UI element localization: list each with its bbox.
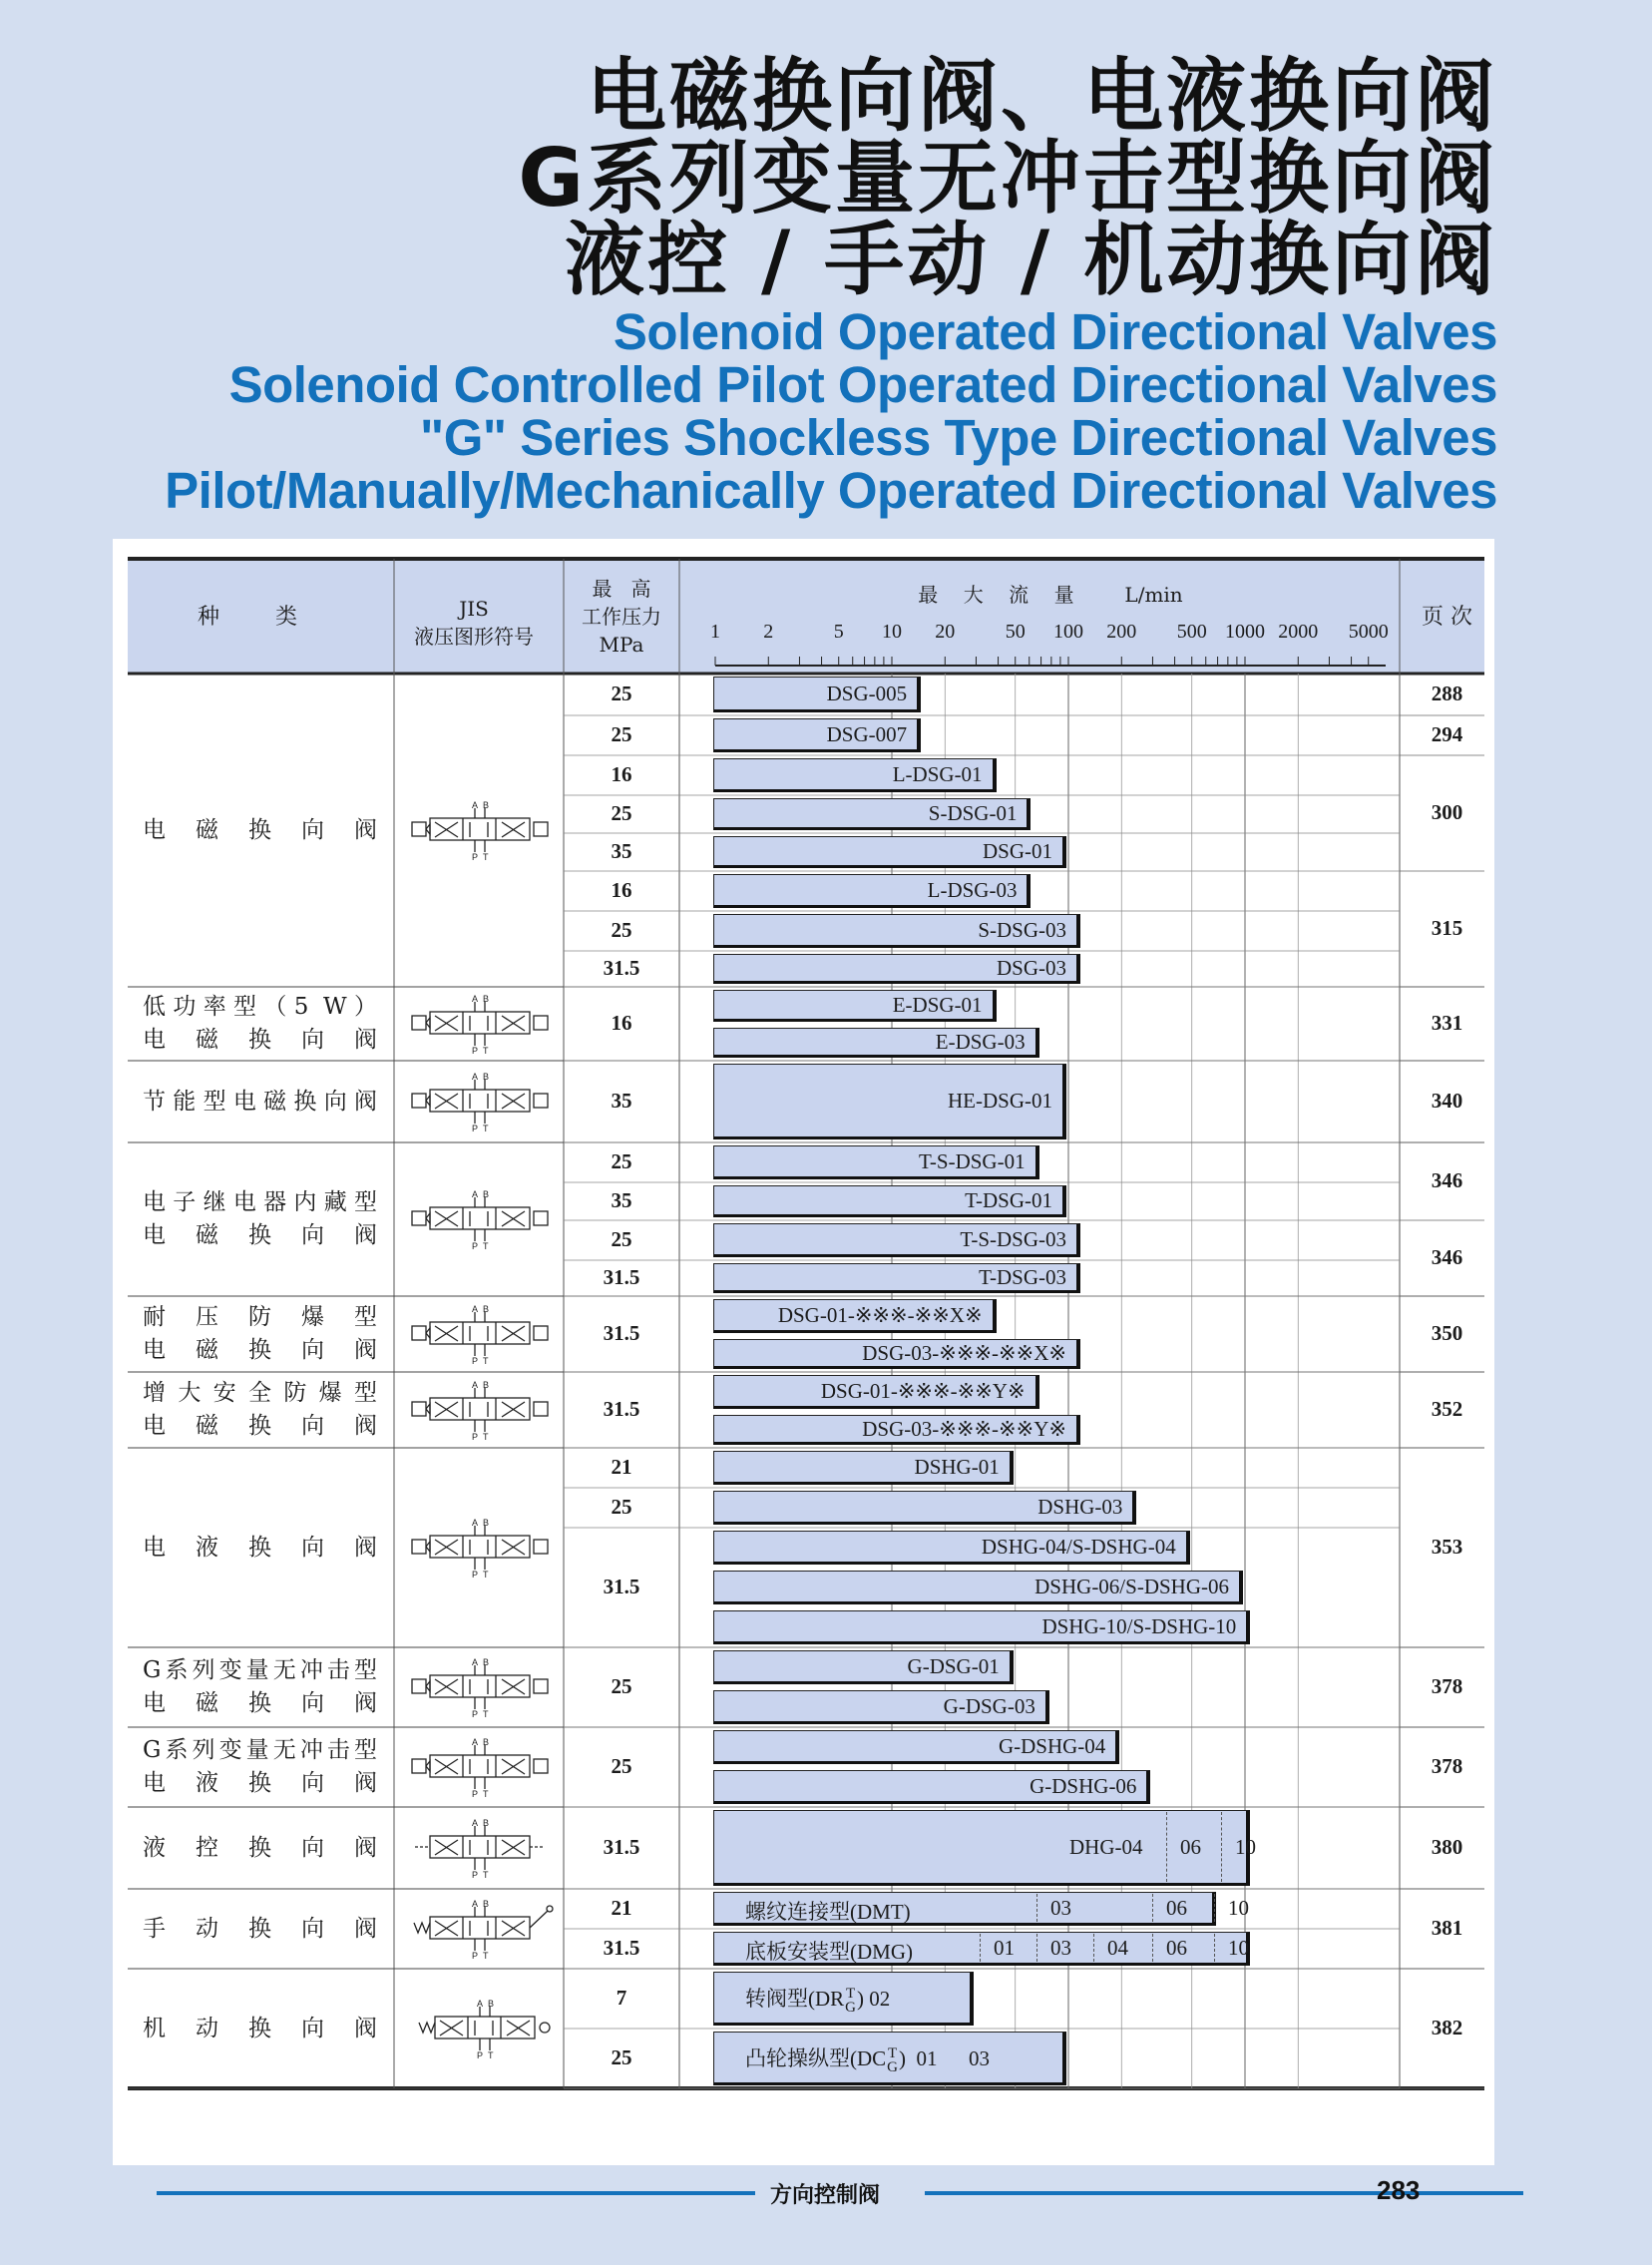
valve-symbol-icon: [395, 1189, 565, 1253]
svg-text:B: B: [483, 1818, 490, 1828]
flow-bar-label: T-DSG-03: [979, 1265, 1066, 1289]
svg-text:T: T: [483, 1951, 489, 1959]
pressure-value: 35: [611, 1188, 632, 1212]
svg-text:B: B: [483, 1304, 490, 1314]
scale-label: 1: [710, 621, 720, 643]
flow-table: [113, 539, 1494, 2165]
category-label: 节能型电磁换向阀: [143, 1088, 377, 1115]
flow-bar: [713, 1810, 1250, 1886]
size-code: 10: [1228, 1936, 1249, 1960]
pressure-value: 31.5: [603, 1575, 640, 1598]
scale-label: 10: [882, 621, 902, 643]
scale-label: 100: [1053, 621, 1083, 643]
svg-text:P: P: [472, 1570, 479, 1578]
category-label: 液 控 换 向 阀: [143, 1834, 377, 1861]
scale-label: 2: [763, 621, 774, 643]
title-en-2: Solenoid Controlled Pilot Operated Directional Valves: [228, 356, 1497, 413]
flow-bar-label: E-DSG-03: [935, 1030, 1026, 1054]
category-label: G系列变量无冲击型: [143, 1657, 377, 1683]
category-label: 电 磁 换 向 阀: [143, 1690, 377, 1716]
valve-symbol-icon: [395, 1899, 565, 1963]
svg-text:T: T: [483, 1124, 489, 1132]
page-ref: 331: [1431, 1011, 1463, 1035]
pressure-value: 25: [611, 2045, 632, 2069]
page-ref: 294: [1431, 722, 1463, 746]
svg-text:T: T: [483, 1709, 489, 1717]
size-divider: [1093, 1934, 1094, 1962]
flow-bar-label: 转阀型(DR T G ) 02: [745, 1986, 891, 2017]
svg-text:P: P: [472, 1241, 479, 1249]
svg-text:A: A: [472, 994, 479, 1004]
svg-text:A: A: [472, 1189, 479, 1199]
category-label: 电 磁 换 向 阀: [143, 1337, 377, 1363]
svg-text:A: A: [477, 1999, 484, 2009]
pressure-value: 35: [611, 839, 632, 863]
svg-text:A: A: [472, 1899, 479, 1909]
pressure-value: 21: [611, 1896, 632, 1920]
pressure-value: 16: [611, 878, 632, 902]
flow-bar-label: S-DSG-01: [928, 801, 1018, 825]
flow-bar-label: DSG-03: [996, 956, 1066, 980]
header-flow: 最 大 流 量 L/min: [918, 583, 1183, 607]
category-label: 低功率型（5 W）: [143, 994, 377, 1020]
flow-bar-label: G-DSHG-06: [1030, 1774, 1137, 1798]
flow-bar-label: DSG-01-※※※-※※Y※: [820, 1379, 1026, 1403]
flow-bar-label: 凸轮操纵型(DC T G ) 01 03: [745, 2045, 991, 2076]
valve-symbol-icon: [395, 1380, 565, 1444]
title-en-1: Solenoid Operated Directional Valves: [613, 303, 1497, 360]
title-cn-2: G系列变量无冲击型换向阀: [518, 132, 1497, 225]
flow-bar-label: DSG-03-※※※-※※X※: [862, 1341, 1066, 1365]
flow-bar-label: DSHG-06/S-DSHG-06: [1034, 1575, 1229, 1598]
page-titles: [165, 50, 1497, 519]
svg-text:P: P: [472, 1870, 479, 1878]
pressure-value: 25: [611, 1227, 632, 1251]
page-number: 283: [1377, 2175, 1421, 2205]
valve-symbol-icon: [395, 1072, 565, 1135]
svg-text:B: B: [483, 1072, 490, 1082]
page-ref: 381: [1431, 1916, 1463, 1940]
flow-bar-label: 螺纹连接型(DMT): [745, 1900, 911, 1924]
size-divider: [1152, 1894, 1153, 1922]
category-label: 电 磁 换 向 阀: [143, 1222, 377, 1248]
svg-text:P: P: [472, 1709, 479, 1717]
flow-bar-label: DSHG-03: [1037, 1495, 1123, 1519]
size-code: 06: [1166, 1936, 1187, 1960]
size-code: 06: [1166, 1896, 1187, 1920]
valve-symbol-icon: [395, 1657, 565, 1721]
valve-symbol-icon: [395, 1999, 565, 2062]
pressure-value: 31.5: [603, 1265, 640, 1289]
page-ref: 340: [1431, 1089, 1463, 1113]
svg-text:P: P: [472, 1046, 479, 1054]
svg-text:T: T: [483, 1356, 489, 1364]
footer-section-title: 方向控制阀: [770, 2183, 881, 2208]
pressure-value: 25: [611, 918, 632, 942]
category-label: 电 磁 换 向 阀: [143, 1027, 377, 1053]
size-divider: [1214, 1934, 1215, 1962]
svg-text:T: T: [483, 1570, 489, 1578]
svg-text:A: A: [472, 1818, 479, 1828]
svg-text:A: A: [472, 1380, 479, 1390]
size-code: 03: [1050, 1896, 1071, 1920]
svg-text:B: B: [488, 1999, 495, 2009]
page-ref: 346: [1431, 1168, 1463, 1192]
flow-bar-label: DSG-01: [982, 839, 1052, 863]
flow-bar-label: T-S-DSG-03: [960, 1227, 1066, 1251]
pressure-value: 25: [611, 722, 632, 746]
svg-text:A: A: [472, 1737, 479, 1747]
header-page: 页 次: [1422, 605, 1472, 630]
title-cn-3: 液控 / 手动 / 机动换向阀: [565, 214, 1497, 306]
scale-label: 200: [1106, 621, 1137, 643]
flow-bar-label: G-DSG-03: [943, 1694, 1035, 1718]
flow-bar-label: T-DSG-01: [965, 1188, 1052, 1212]
pressure-value: 25: [611, 681, 632, 705]
svg-text:B: B: [483, 1380, 490, 1390]
svg-text:T: T: [483, 1870, 489, 1878]
valve-symbol-icon: [395, 1518, 565, 1582]
pressure-value: 25: [611, 1495, 632, 1519]
size-divider: [1166, 1812, 1167, 1882]
scale-label: 5000: [1348, 621, 1389, 643]
flow-bar-label: DHG-04: [1069, 1835, 1143, 1859]
footer: [157, 2178, 1523, 2208]
svg-text:P: P: [477, 2050, 484, 2058]
svg-text:B: B: [483, 800, 490, 810]
page-ref: 346: [1431, 1245, 1463, 1269]
size-divider: [1214, 1894, 1215, 1922]
size-code: 03: [1050, 1936, 1071, 1960]
pressure-value: 21: [611, 1455, 632, 1479]
flow-bar-label: DSG-01-※※※-※※X※: [777, 1303, 983, 1327]
valve-symbol-icon: [395, 800, 565, 864]
flow-bar-label: DSG-03-※※※-※※Y※: [862, 1417, 1066, 1441]
header-kind: 种 类: [198, 605, 297, 630]
svg-text:T: T: [483, 1789, 489, 1797]
flow-bar-label: DSG-007: [826, 722, 908, 746]
title-en-4: Pilot/Manually/Mechanically Operated Directional Valves: [165, 462, 1497, 519]
size-code: 10: [1228, 1896, 1249, 1920]
page-ref: 378: [1431, 1754, 1463, 1778]
category-label: 电 液 换 向 阀: [143, 1770, 377, 1796]
page-ref: 315: [1431, 916, 1463, 940]
svg-text:B: B: [483, 1657, 490, 1667]
flow-bar-label: DSHG-10/S-DSHG-10: [1041, 1614, 1237, 1638]
size-divider: [1036, 1934, 1037, 1962]
svg-text:T: T: [483, 1432, 489, 1440]
footer-line-left: [157, 2191, 755, 2195]
svg-text:A: A: [472, 1072, 479, 1082]
svg-text:T: T: [483, 1241, 489, 1249]
size-code: 04: [1107, 1936, 1128, 1960]
svg-text:B: B: [483, 1189, 490, 1199]
pressure-value: 31.5: [603, 1397, 640, 1421]
category-label: G系列变量无冲击型: [143, 1737, 377, 1763]
pressure-value: 7: [616, 1986, 627, 2010]
category-label: 电子继电器内藏型: [143, 1189, 377, 1215]
footer-line-right: [925, 2191, 1523, 2195]
size-code: 10: [1235, 1835, 1256, 1859]
title-cn-1: 电磁换向阀、电液换向阀: [587, 50, 1497, 143]
page-ref: 353: [1431, 1535, 1463, 1559]
page-ref: 380: [1431, 1835, 1463, 1859]
page-ref: 382: [1431, 2016, 1463, 2039]
svg-text:A: A: [472, 800, 479, 810]
page-ref: 288: [1431, 681, 1463, 705]
pressure-value: 31.5: [603, 956, 640, 980]
valve-symbol-icon: [395, 1304, 565, 1368]
size-divider: [1152, 1934, 1153, 1962]
flow-bar-label: G-DSHG-04: [998, 1734, 1106, 1758]
size-divider: [1036, 1894, 1037, 1922]
svg-text:P: P: [472, 1124, 479, 1132]
category-label: 手 动 换 向 阀: [143, 1915, 377, 1942]
pressure-value: 16: [611, 1011, 632, 1035]
page-ref: 352: [1431, 1397, 1463, 1421]
category-label: 机 动 换 向 阀: [143, 2015, 377, 2041]
flow-bar-label: T-S-DSG-01: [919, 1149, 1026, 1173]
pressure-value: 25: [611, 1674, 632, 1698]
svg-text:A: A: [472, 1304, 479, 1314]
scale-label: 2000: [1278, 621, 1319, 643]
size-code: 01: [994, 1936, 1015, 1960]
flow-bar-label: L-DSG-01: [892, 762, 983, 786]
category-label: 电 磁 换 向 阀: [143, 816, 377, 843]
size-divider: [980, 1934, 981, 1962]
size-divider: [1221, 1812, 1222, 1882]
svg-text:T: T: [483, 1046, 489, 1054]
pressure-value: 25: [611, 1754, 632, 1778]
flow-bar-label: DSHG-04/S-DSHG-04: [981, 1535, 1176, 1559]
scale-label: 1000: [1225, 621, 1265, 643]
flow-bar-label: G-DSG-01: [907, 1654, 1000, 1678]
header-symbol: JIS 液压图形符号: [414, 597, 534, 649]
valve-symbol-icon: [395, 994, 565, 1058]
svg-text:B: B: [483, 994, 490, 1004]
category-label: 耐 压 防 爆 型: [143, 1304, 377, 1330]
flow-bar-label: L-DSG-03: [927, 878, 1018, 902]
scale-label: 50: [1005, 621, 1026, 643]
svg-text:P: P: [472, 1432, 479, 1440]
pressure-value: 25: [611, 1149, 632, 1173]
pressure-value: 31.5: [603, 1321, 640, 1345]
svg-text:P: P: [472, 1356, 479, 1364]
svg-text:A: A: [472, 1657, 479, 1667]
category-label: 电 液 换 向 阀: [143, 1534, 377, 1561]
svg-text:P: P: [472, 1951, 479, 1959]
flow-bar-label: S-DSG-03: [978, 918, 1066, 942]
flow-bar-label: HE-DSG-01: [948, 1089, 1052, 1113]
valve-symbol-icon: [395, 1818, 565, 1882]
page-ref: 378: [1431, 1674, 1463, 1698]
flow-bar-label: DSHG-01: [914, 1455, 1000, 1479]
size-code: 06: [1180, 1835, 1201, 1859]
svg-text:P: P: [472, 1789, 479, 1797]
page-ref: 300: [1431, 800, 1463, 824]
pressure-value: 31.5: [603, 1936, 640, 1960]
scale-label: 500: [1176, 621, 1207, 643]
category-label: 电 磁 换 向 阀: [143, 1413, 377, 1439]
pressure-value: 31.5: [603, 1835, 640, 1859]
flow-bar-label: DSG-005: [826, 681, 908, 705]
header-pressure: 最 高 工作压力 MPa: [582, 577, 661, 657]
svg-text:T: T: [483, 852, 489, 860]
category-label: 增大安全防爆型: [143, 1380, 377, 1406]
flow-bar-label: E-DSG-01: [892, 993, 983, 1017]
pressure-value: 35: [611, 1089, 632, 1113]
svg-text:A: A: [472, 1518, 479, 1528]
title-en-3: "G" Series Shockless Type Directional Valves: [420, 409, 1497, 466]
scale-label: 5: [833, 621, 844, 643]
pressure-value: 16: [611, 762, 632, 786]
svg-text:T: T: [488, 2050, 494, 2058]
svg-text:B: B: [483, 1737, 490, 1747]
svg-text:B: B: [483, 1518, 490, 1528]
svg-text:P: P: [472, 852, 479, 860]
pressure-value: 25: [611, 801, 632, 825]
valve-symbol-icon: [395, 1737, 565, 1801]
page-ref: 350: [1431, 1321, 1463, 1345]
flow-bar-label: 底板安装型(DMG): [745, 1940, 913, 1964]
scale-label: 20: [935, 621, 956, 643]
svg-text:B: B: [483, 1899, 490, 1909]
